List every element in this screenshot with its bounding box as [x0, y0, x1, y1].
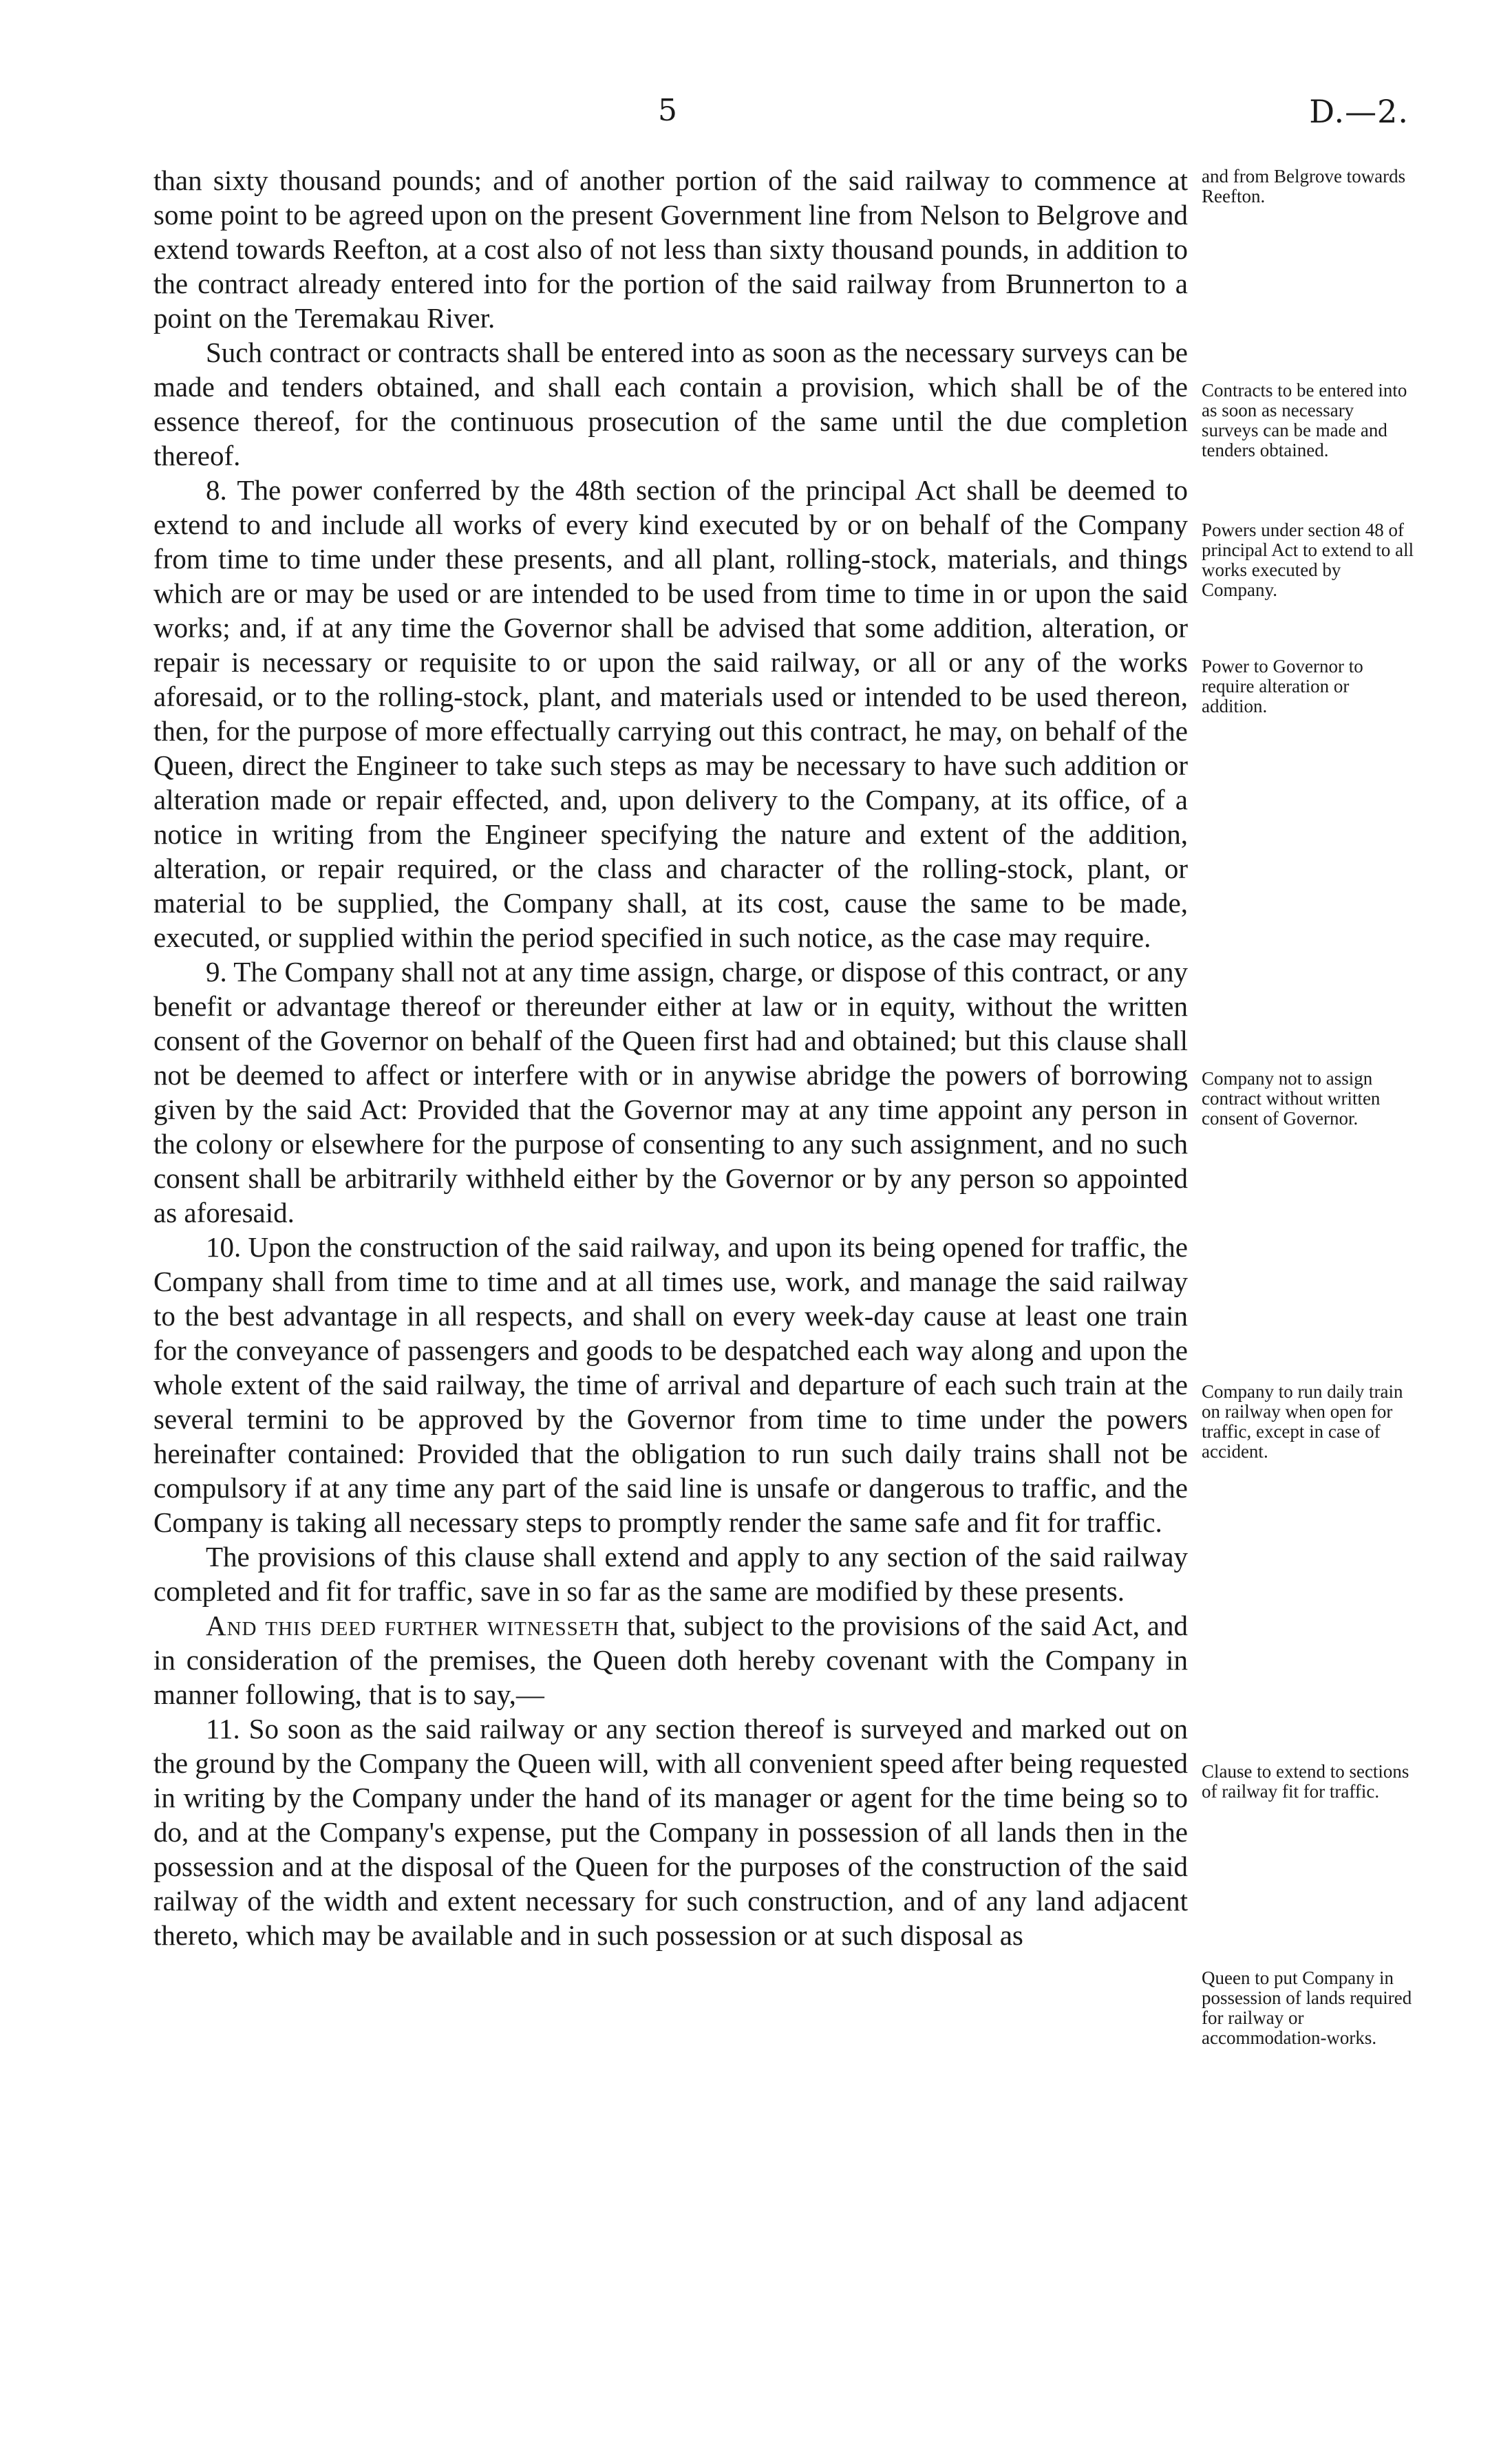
margin-note-belgrove: and from Belgrove towards Reefton.	[1202, 166, 1406, 206]
margin-note-queen-possession: Queen to put Company in possession of lands required for railway or accommodation-works.	[1202, 1968, 1412, 2048]
paragraph-continued: than sixty thousand pounds; and of another portion of the said railway to commence at some point to be agreed upon on the present Government line from Nelson to Belgrove and extend towards Reefton, at a cost also of not less than sixty thousand pounds, in addition to the contract already entered into for the portion of the said railway from Brunnerton to a point on the Teremakau River.	[153, 164, 1188, 334]
margin-note-contracts: Contracts to be entered into as soon as necessary surveys can be made and tenders obtained.	[1202, 380, 1407, 460]
body-text	[153, 163, 1188, 1952]
margin-note-daily-train: Company to run daily train on railway when open for traffic, except in case of accident.	[1202, 1381, 1403, 1462]
margin-note-governor: Power to Governor to require alteration or addition.	[1202, 656, 1363, 716]
clause-11: 11. So soon as the said railway or any section thereof is surveyed and marked out on the ground by the Company the Queen will, with all convenient speed after being requested in writing by the Company under the hand of its manager or agent for the time being so to do, and at the Company's expense, put the Company in possession of all lands then in the possession and at the disposal of the Queen for the purposes of the construction of the said railway of the width and extent necessary for such construction, and of any land adjacent thereto, which may be available and in such possession or at such disposal as	[153, 1713, 1188, 1951]
paragraph-provisions: The provisions of this clause shall extend and apply to any section of the said railway completed and fit for traffic, save in so far as the same are modified by these presents.	[153, 1541, 1188, 1607]
deed-lead-in: And this deed further witnesseth	[206, 1610, 620, 1641]
margin-note-clause-sections: Clause to extend to sections of railway fit for traffic.	[1202, 1761, 1409, 1802]
margin-note-powers: Powers under section 48 of principal Act to extend to all works executed by Company.	[1202, 520, 1414, 600]
paragraph-deed	[153, 1608, 1188, 1712]
page-number: 5	[658, 93, 677, 128]
clause-9: 9. The Company shall not at any time assign, charge, or dispose of this contract, or any benefit or advantage thereof or thereunder either at law or in equity, without the written consent of the Governor on behalf of the Queen first had and obtained; but this clause shall not be deemed to affect or interfere with or in anywise abridge the powers of borrowing given by the said Act: Provided that the Governor may at any time appoint any person in the colony or elsewhere for the purpose of consenting to any such assignment, and no such consent shall be arbitrarily withheld either by the Governor or by any person so appointed as aforesaid.	[153, 956, 1188, 1228]
paragraph-contracts: Such contract or contracts shall be entered into as soon as the necessary surveys can be made and tenders obtained, and shall each contain a provision, which shall be of the essence thereof, for the continuous prosecution of the same until the due completion thereof.	[153, 337, 1188, 471]
clause-10: 10. Upon the construction of the said railway, and upon its being opened for traffic, the Company shall from time to time and at all times use, work, and manage the said railway to the best advantage in all respects, and shall on every week-day cause at least one train for the conveyance of passengers and goods to be despatched each way along and upon the whole extent of the said railway, the time of arrival and departure of each such train at the several termini to be approved by the Governor from time to time under the powers hereinafter contained: Provided that the obligation to run such daily trains shall not be compulsory if at any time any part of the said line is unsafe or dangerous to traffic, and the Company is taking all necessary steps to promptly render the same safe and fit for traffic.	[153, 1231, 1188, 1538]
deed-rest: that, subject to the provisions of the said Act, and in consideration of the premises, the Queen doth hereby covenant with the Company in manner following, that is to say,—	[153, 1610, 1188, 1710]
margin-note-assign: Company not to assign contract without written consent of Governor.	[1202, 1068, 1381, 1129]
document-reference: D.—2.	[1309, 93, 1409, 130]
clause-8: 8. The power conferred by the 48th section of the principal Act shall be deemed to extend to and include all works of every kind executed by or on behalf of the Company from time to time under these presents, and all plant, rolling-stock, materials, and things which are or may be used or are intended to be used from time to time in or upon the said works; and, if at any time the Governor shall be advised that some addition, alteration, or repair is necessary or requisite to or upon the said railway, or all or any of the works aforesaid, or to the rolling-stock, plant, and materials used or intended to be used thereon, then, for the purpose of more effectually carrying out this contract, he may, on behalf of the Queen, direct the Engineer to take such steps as may be necessary to have such addition or alteration made or repair effected, and, upon delivery to the Company, at its office, of a notice in writing from the Engineer specifying the nature and extent of the addition, alteration, or repair required, or the class and character of the rolling-stock, plant, or material to be supplied, the Company shall, at its cost, cause the same to be made, executed, or supplied within the period specified in such notice, as the case may require.	[153, 474, 1188, 953]
